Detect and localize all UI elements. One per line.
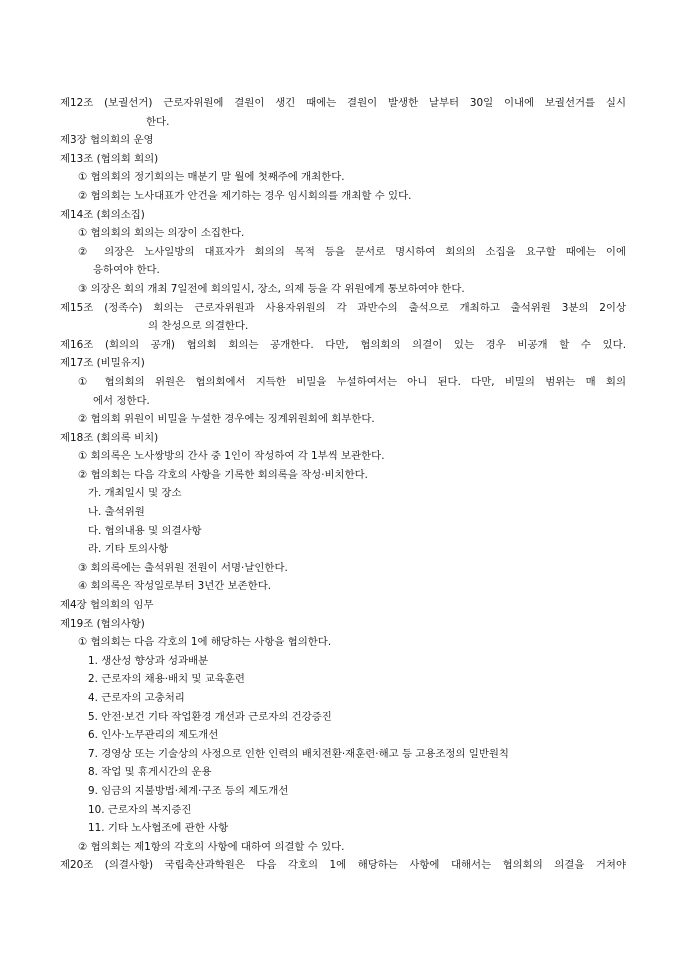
article-14-title: 제14조 (회의소집) (60, 208, 145, 221)
article-18-item-2: ② 협의회는 다음 각호의 사항을 기록한 회의록을 작성·비치한다. (78, 468, 368, 481)
article-18-item-1: ① 회의록은 노사쌍방의 간사 중 1인이 작성하여 각 1부씩 보관한다. (78, 450, 385, 463)
article-19-subitem: 1. 생산성 향상과 성과배분 (88, 654, 209, 667)
article-14-item-2-line-2: 응하여야 한다. (93, 264, 160, 277)
article-12-line-1: 제12조 (보궐선거) 근로자위원에 결원이 생긴 때에는 결원이 발생한 날부터 30일 이내에 보궐선거를 실시 (60, 97, 626, 109)
article-19-subitem: 5. 안전·보건 기타 작업환경 개선과 근로자의 건강증진 (88, 710, 332, 723)
article-15-line-1: 제15조 (정족수) 회의는 근로자위원과 사용자위원의 각 과반수의 출석으로 개최하고 출석위원 3분의 2이상 (60, 301, 626, 314)
article-19-subitem: 10. 근로자의 복지증진 (88, 803, 192, 816)
article-19-subitem: 2. 근로자의 채용·배치 및 교육훈련 (88, 673, 245, 686)
article-18-subitem: 다. 협의내용 및 의결사항 (88, 524, 202, 537)
article-19-subitem: 6. 인사·노무관리의 제도개선 (88, 729, 219, 742)
article-19-subitem: 4. 근로자의 고충처리 (88, 692, 185, 704)
article-18-item-3: ③ 회의록에는 출석위원 전원이 서명·날인한다. (78, 561, 288, 574)
document-body (60, 94, 626, 875)
article-19-item-1: ① 협의회는 다음 각호의 1에 해당하는 사항을 협의한다. (78, 636, 332, 649)
article-19-title: 제19조 (협의사항) (60, 617, 145, 630)
chapter-3-title: 제3장 협의회의 운영 (60, 134, 154, 147)
article-19-item-2: ② 협의회는 제1항의 각호의 사항에 대하여 의결할 수 있다. (78, 840, 345, 853)
article-13-item-1: ① 협의회의 정기회의는 매분기 말 월에 첫째주에 개최한다. (78, 171, 345, 184)
article-18-subitem: 나. 출석위원 (88, 506, 145, 519)
article-19-subitem: 7. 경영상 또는 기술상의 사정으로 인한 인력의 배치전환·재훈련·해고 등 고용조정의 일반원칙 (88, 747, 509, 760)
article-18-title: 제18조 (회의록 비치) (60, 431, 159, 444)
article-13-item-2: ② 협의회는 노사대표가 안건을 제기하는 경우 임시회의를 개최할 수 있다. (78, 189, 412, 202)
article-16-line-1: 제16조 (회의의 공개) 협의회 회의는 공개한다. 다만, 협의회의 의결이 있는 경우 비공개 할 수 있다. (60, 338, 626, 351)
article-17-title: 제17조 (비밀유지) (60, 357, 145, 370)
article-20-line-1: 제20조 (의결사항) 국립축산과학원은 다음 각호의 1에 해당하는 사항에 대해서는 협의회의 의결을 거쳐야 (60, 859, 626, 872)
article-14-item-3: ③ 의장은 회의 개최 7일전에 회의일시, 장소, 의제 등을 각 위원에게 통보하여야 한다. (78, 282, 465, 295)
chapter-4-title: 제4장 협의회의 임무 (60, 599, 154, 612)
article-14-item-1: ① 협의회의 회의는 의장이 소집한다. (78, 227, 245, 240)
article-19-subitem: 8. 작업 및 휴게시간의 운용 (88, 766, 212, 779)
article-17-item-1-line-2: 에서 정한다. (93, 394, 150, 407)
article-18-subitem: 라. 기타 토의사항 (88, 543, 169, 556)
article-13-title: 제13조 (협의회 회의) (60, 152, 159, 165)
article-17-item-2: ② 협의회 위원이 비밀을 누설한 경우에는 징계위원회에 회부한다. (78, 413, 375, 426)
article-18-item-4: ④ 회의록은 작성일로부터 3년간 보존한다. (78, 580, 272, 593)
article-18-subitem: 가. 개최일시 및 장소 (88, 487, 182, 500)
article-19-subitem: 9. 임금의 지불방법·체계·구조 등의 제도개선 (88, 784, 289, 797)
article-14-item-2-line-1: ② 의장은 노사일방의 대표자가 회의의 목적 등을 문서로 명시하여 회의의 소집을 요구할 때에는 이에 (78, 245, 626, 258)
article-12-line-2: 한다. (146, 115, 170, 128)
article-19-subitem: 11. 기타 노사협조에 관한 사항 (88, 822, 229, 835)
article-15-line-2: 의 찬성으로 의결한다. (148, 320, 249, 333)
article-17-item-1-line-1: ① 협의회의 위원은 협의회에서 지득한 비밀을 누설하여서는 아니 된다. 다만, 비밀의 범위는 매 회의 (78, 375, 626, 388)
